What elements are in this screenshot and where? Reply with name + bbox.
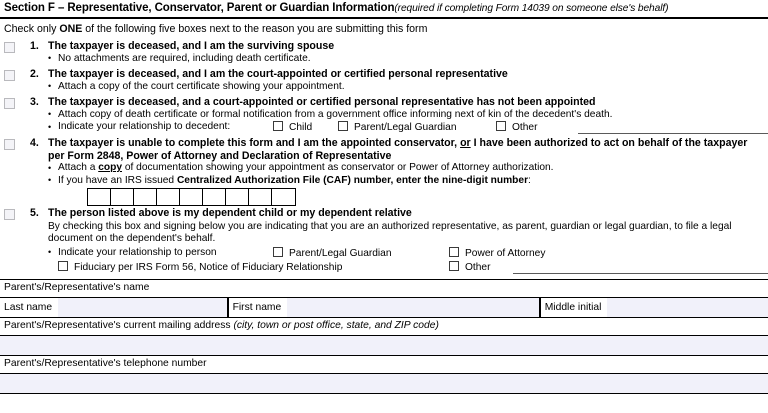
option-child[interactable] [273,121,312,134]
item-1-heading-text: The taxpayer is deceased, and I am the surviving spouse [48,40,335,52]
option-fiduciary-label: Fiduciary per IRS Form 56, Notice of Fiduciary Relationship [74,261,343,273]
phone-input[interactable] [0,374,768,393]
caf-boxes [87,188,296,206]
caf-cell[interactable] [157,189,180,205]
last-name-input[interactable] [58,298,227,317]
item-5-number: 5. [30,207,39,219]
caf-cell[interactable] [249,189,272,205]
item-4-bullets [30,162,764,187]
item-1-bullet-1: • No attachments are required, including death certificate. [30,53,764,65]
checkbox-item-4[interactable] [4,139,15,150]
item-2-heading [30,68,764,81]
item-1-number: 1. [30,40,39,52]
item-1-bullets [30,53,764,65]
instruction-emphasis: ONE [59,23,83,35]
item-4-bullet-2-bold: Centralized Authorization File (CAF) number, enter the nine-digit number [176,174,529,186]
option-fiduciary[interactable] [58,261,342,273]
checkbox-item-1[interactable] [4,42,15,53]
section-title-text: Section F – Representative, Conservator, Parent or Guardian Information [4,2,395,14]
item-4-bullet-1b: of documentation showing your appointment as conservator or Power of Attorney authorization. [122,162,554,174]
address-block-label [0,318,768,335]
item-5-options-row-2 [30,261,764,275]
caf-number-entry [30,188,764,206]
checkbox-item-3[interactable] [4,98,15,109]
instruction-line [0,19,768,38]
item-5-bullets [30,247,764,260]
first-name-label: First name [229,298,288,317]
last-name-label: Last name [0,298,58,317]
address-label-plain: Parent's/Representative's current mailing address [4,320,234,332]
item-4-number: 4. [30,137,39,149]
item-4-bullet-1-copy: copy [98,162,122,174]
first-name-input[interactable] [287,298,539,317]
last-name-cell [0,298,58,317]
option-other-decedent[interactable] [496,121,537,134]
checkbox-child-icon[interactable] [273,121,283,131]
instruction-suffix: of the following five boxes next to the reason you are submitting this form [82,23,428,35]
section-title-subtitle: (required if completing Form 14039 on someone else's behalf) [394,3,669,14]
item-4-heading-line1b: I have been authorized to act on behalf of the [470,137,701,149]
option-other-dependent-label: Other [465,261,491,273]
item-3-bullet-1: • Attach copy of death certificate or formal notification from a government office informing next of kin of the decedent's death. [30,109,764,121]
item-1-heading [30,40,764,53]
item-4-bullet-1a: Attach a [58,162,99,174]
checkbox-power-of-attorney-icon[interactable] [449,247,459,257]
item-2 [0,68,768,93]
form-bottom-divider [0,393,768,394]
phone-block-label: Parent's/Representative's telephone number [4,358,207,370]
caf-cell[interactable] [134,189,157,205]
item-5-bullet-1 [30,247,764,260]
checkbox-parent-legal-guardian-dep-icon[interactable] [273,247,283,257]
name-entry-row [0,298,768,317]
option-parent-legal-guardian-dep-label: Parent/Legal Guardian [289,247,392,259]
item-4 [0,137,768,206]
item-3-bullets [30,109,764,134]
caf-cell[interactable] [226,189,249,205]
item-5-paragraph: By checking this box and signing below you are indicating that you are an authorized representative, as parent, guardian or legal guardian, to file a legal document on the dependent's behalf. [48,220,732,245]
item-3-number: 3. [30,96,39,108]
item-4-heading-or: or [460,137,471,149]
item-3-heading-text: The taxpayer is deceased, and a court-appointed or certified personal representative has not been appointed [48,96,596,108]
checkbox-item-5[interactable] [4,209,15,220]
item-4-heading [30,137,764,162]
middle-initial-input[interactable] [607,298,768,317]
item-5-heading [30,207,764,220]
other-dependent-write-line[interactable] [513,273,768,274]
name-block-label: Parent's/Representative's name [4,282,150,294]
instruction-prefix: Check only [4,23,60,35]
item-2-heading-text: The taxpayer is deceased, and I am the court-appointed or certified personal representative [48,68,508,80]
item-2-bullets [30,81,764,93]
item-3-heading [30,96,764,109]
middle-initial-label: Middle initial [541,298,608,317]
caf-cell[interactable] [111,189,134,205]
caf-cell[interactable] [203,189,226,205]
middle-initial-cell [541,298,608,317]
item-1 [0,40,768,65]
option-other-dependent[interactable] [449,261,490,273]
item-4-bullet-2b: : [528,174,531,186]
option-parent-legal-guardian-label: Parent/Legal Guardian [354,122,457,133]
item-4-bullet-2 [30,175,764,187]
address-input[interactable] [0,336,768,355]
caf-cell[interactable] [180,189,203,205]
checkbox-item-2[interactable] [4,70,15,81]
item-3-bullet-2 [30,121,764,134]
option-parent-legal-guardian-dep[interactable] [273,247,392,260]
checkbox-other-decedent-icon[interactable] [496,121,506,131]
item-5 [0,207,768,275]
item-2-number: 2. [30,68,39,80]
section-title [0,0,768,17]
address-label-italic: (city, town or post office, state, and ZIP code) [233,320,439,332]
item-4-bullet-1 [30,162,764,174]
item-4-heading-line2: taxpayer per Form 2848, Power of Attorney and Declaration of Representative [48,137,748,162]
option-parent-legal-guardian[interactable] [338,121,457,134]
option-power-of-attorney-label: Power of Attorney [465,247,546,259]
checkbox-other-dependent-icon[interactable] [449,261,459,271]
caf-cell[interactable] [88,189,111,205]
item-5-bullet-1-text: Indicate your relationship to person [58,246,217,258]
item-3 [0,96,768,134]
first-name-cell [229,298,288,317]
option-child-label: Child [289,122,313,133]
other-decedent-write-line[interactable] [578,133,768,134]
item-2-bullet-1: • Attach a copy of the court certificate showing your appointment. [30,81,764,93]
item-3-bullet-2-text: Indicate your relationship to decedent: [58,121,231,132]
option-power-of-attorney[interactable] [449,247,545,260]
item-5-heading-text: The person listed above is my dependent child or my dependent relative [48,207,412,219]
checkbox-fiduciary-icon[interactable] [58,261,68,271]
item-4-heading-line1a: The taxpayer is unable to complete this form and I am the appointed conservator, [48,137,461,149]
item-4-bullet-2a: If you have an IRS issued [58,174,177,186]
caf-cell[interactable] [272,189,295,205]
checkbox-parent-legal-guardian-icon[interactable] [338,121,348,131]
option-other-decedent-label: Other [512,122,538,133]
